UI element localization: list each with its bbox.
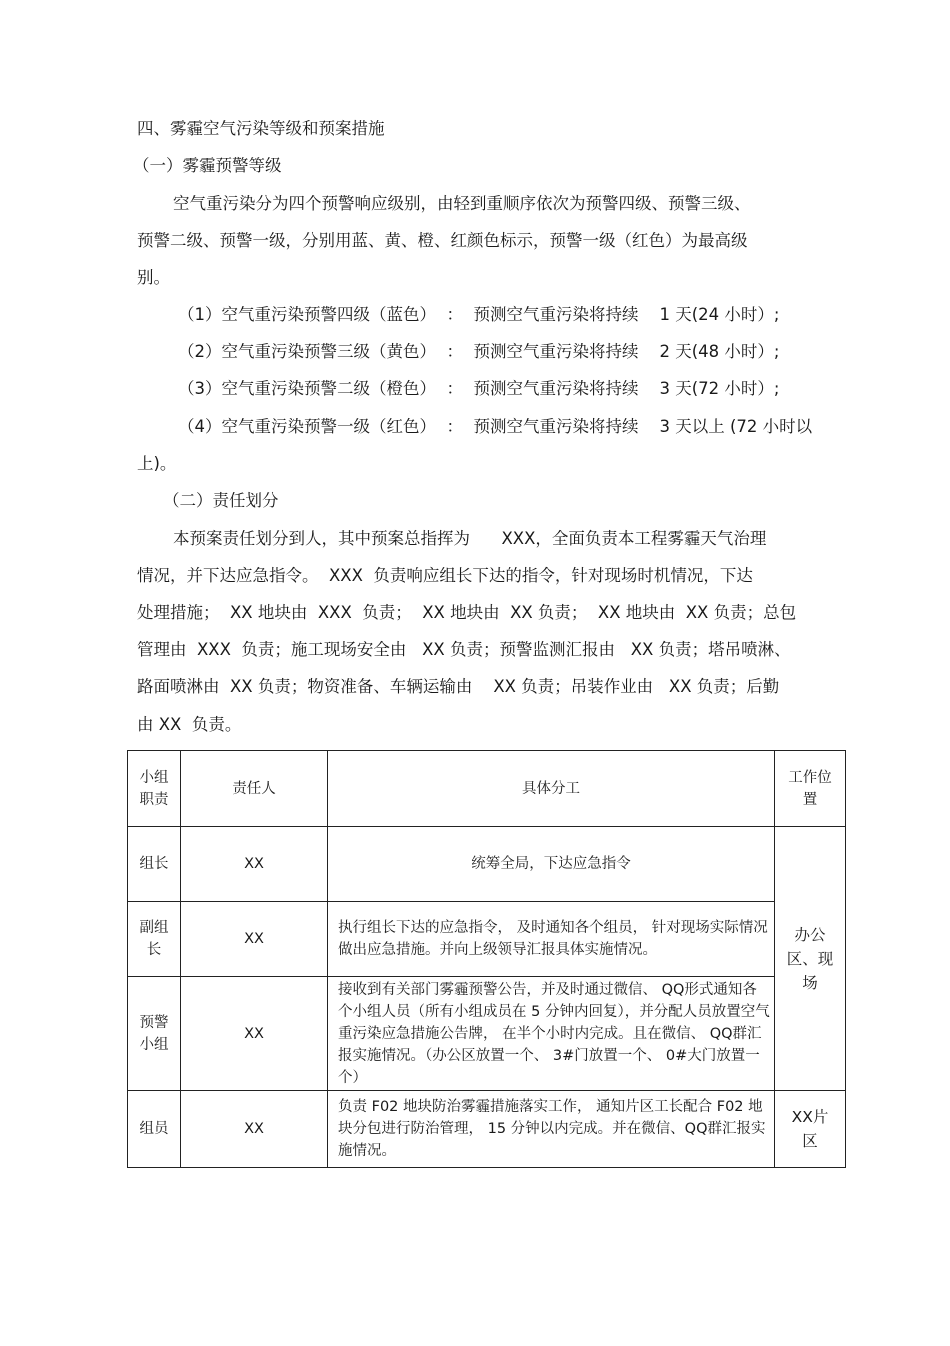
warning-level-item: （2）空气重污染预警三级（黄色） ： 预测空气重污染将持续 2 天(48 小时）;: [178, 342, 780, 361]
table-row: [128, 1091, 846, 1168]
header-role: 小组 职责: [128, 751, 181, 827]
section-heading: 四、雾霾空气污染等级和预案措施: [137, 119, 385, 138]
row-role: 组员: [128, 1091, 181, 1168]
paragraph-line: 处理措施； XX 地块由 XXX 负责； XX 地块由 XX 负责； XX 地块由 XX 负责；总包: [137, 603, 797, 622]
paragraph-line: 本预案责任划分到人，其中预案总指挥为 XXX，全面负责本工程雾霾天气治理: [173, 529, 767, 548]
paragraph-line: 空气重污染分为四个预警响应级别，由轻到重顺序依次为预警四级、预警三级、: [173, 194, 751, 213]
warning-level-item: （3）空气重污染预警二级（橙色） ： 预测空气重污染将持续 3 天(72 小时）;: [178, 379, 780, 398]
row-person: XX: [181, 977, 328, 1091]
header-location: 工作位 置: [775, 751, 846, 827]
row-task: 执行组长下达的应急指令， 及时通知各个组员， 针对现场实际情况做出应急措施。并向上级领导汇报具体实施情况。: [328, 902, 775, 977]
header-task: 具体分工: [328, 751, 775, 827]
paragraph-line: 情况，并下达应急指令。 XXX 负责响应组长下达的指令，针对现场时机情况，下达: [137, 566, 753, 585]
row-role: 副组 长: [128, 902, 181, 977]
row-role: 组长: [128, 827, 181, 902]
warning-level-item: （1）空气重污染预警四级（蓝色） ： 预测空气重污染将持续 1 天(24 小时）;: [178, 305, 780, 324]
table-row: [128, 977, 846, 1091]
row-role: 预警 小组: [128, 977, 181, 1091]
row-location-merged: 办公 区、现 场: [775, 827, 846, 1091]
paragraph-line: 预警二级、预警一级，分别用蓝、黄、橙、红颜色标示，预警一级（红色）为最高级: [137, 231, 748, 250]
paragraph-line: 路面喷淋由 XX 负责；物资准备、车辆运输由 XX 负责；吊装作业由 XX 负责；后勤: [137, 677, 780, 696]
warning-level-item: （4）空气重污染预警一级（红色） ： 预测空气重污染将持续 3 天以上 (72 小时以: [178, 417, 813, 436]
table-row: [128, 902, 846, 977]
row-person: XX: [181, 827, 328, 902]
paragraph-line: 别。: [137, 268, 170, 287]
table-row: [128, 827, 846, 902]
header-person: 责任人: [181, 751, 328, 827]
row-task: 负责 F02 地块防治雾霾措施落实工作， 通知片区工长配合 F02 地块分包进行防治管理， 15 分钟以内完成。并在微信、QQ群汇报实施情况。: [328, 1091, 775, 1168]
paragraph-line: 管理由 XXX 负责；施工现场安全由 XX 负责；预警监测汇报由 XX 负责；塔吊喷淋、: [137, 640, 791, 659]
row-person: XX: [181, 1091, 328, 1168]
row-person: XX: [181, 902, 328, 977]
row-task: 统筹全局，下达应急指令: [328, 827, 775, 902]
row-task: 接收到有关部门雾霾预警公告，并及时通过微信、 QQ形式通知各个小组人员（所有小组成员在 5 分钟内回复），并分配人员放置空气重污染应急措施公告牌， 在半个小时内完成。且在微信、 QQ群汇报实施情况。（办公区放置一个、 3#门放置一个、 0#大门放置一个）: [328, 977, 775, 1091]
subsection-heading-warning-levels: （一）雾霾预警等级: [133, 156, 282, 175]
row-location: XX片 区: [775, 1091, 846, 1168]
subsection-heading-responsibility: （二）责任划分: [163, 491, 279, 510]
warning-level-item-tail: 上)。: [137, 454, 177, 473]
paragraph-line: 由 XX 负责。: [137, 715, 242, 734]
table-header-row: [128, 751, 846, 827]
responsibility-table: [127, 750, 846, 1168]
